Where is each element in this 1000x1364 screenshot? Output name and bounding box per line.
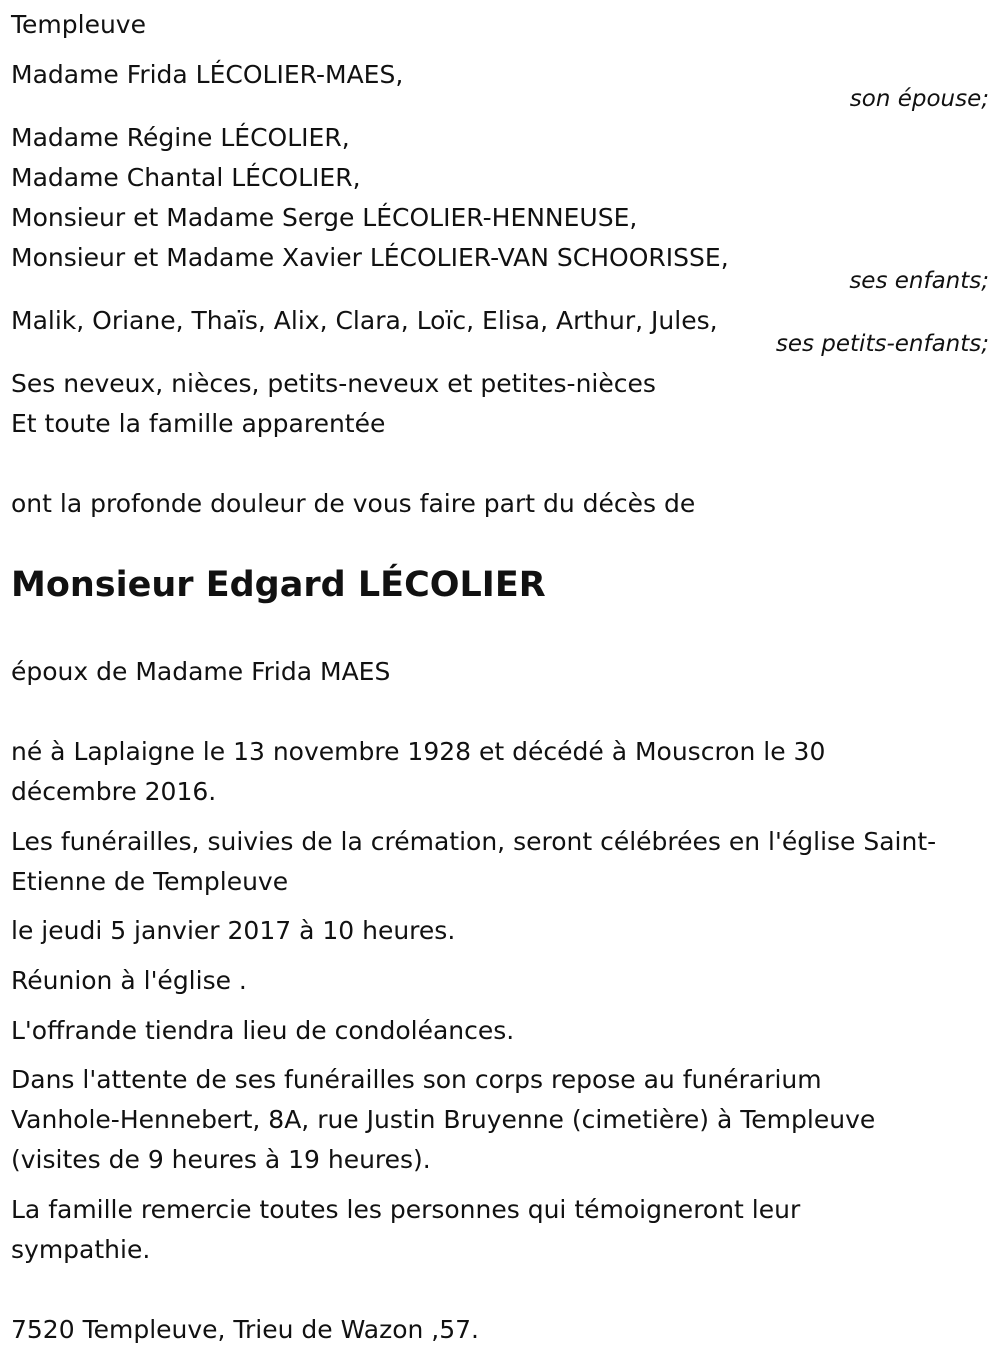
- grandchildren-names: Malik, Oriane, Thaïs, Alix, Clara, Loïc, Elisa, Arthur, Jules,: [11, 306, 718, 335]
- address: 7520 Templeuve, Trieu de Wazon ,57.: [11, 1315, 479, 1344]
- rest-line-2: Vanhole-Hennebert, 8A, rue Justin Bruyenne (cimetière) à Templeuve: [11, 1105, 876, 1134]
- funeral-date: le jeudi 5 janvier 2017 à 10 heures.: [11, 916, 456, 945]
- child-name-2: Madame Chantal LÉCOLIER,: [11, 163, 361, 192]
- children-role: ses enfants;: [849, 268, 989, 294]
- thanks-line-1: La famille remercie toutes les personnes qui témoigneront leur: [11, 1195, 801, 1224]
- other-relatives-2: Et toute la famille apparentée: [11, 409, 386, 438]
- spouse-name: Madame Frida LÉCOLIER-MAES,: [11, 60, 404, 89]
- grandchildren-role: ses petits-enfants;: [775, 331, 989, 357]
- birth-death-line-1: né à Laplaigne le 13 novembre 1928 et décédé à Mouscron le 30: [11, 737, 826, 766]
- funeral-line-2: Etienne de Templeuve: [11, 867, 289, 896]
- meeting: Réunion à l'église .: [11, 966, 247, 995]
- child-name-3: Monsieur et Madame Serge LÉCOLIER-HENNEUSE,: [11, 203, 638, 232]
- child-name-1: Madame Régine LÉCOLIER,: [11, 123, 350, 152]
- spouse-role: son épouse;: [849, 86, 989, 112]
- offering: L'offrande tiendra lieu de condoléances.: [11, 1016, 515, 1045]
- rest-line-1: Dans l'attente de ses funérailles son corps repose au funérarium: [11, 1065, 822, 1094]
- announcement: ont la profonde douleur de vous faire part du décès de: [11, 489, 696, 518]
- place: Templeuve: [11, 10, 146, 39]
- deceased-name: Monsieur Edgard LÉCOLIER: [11, 565, 546, 605]
- birth-death-line-2: décembre 2016.: [11, 777, 217, 806]
- child-name-4: Monsieur et Madame Xavier LÉCOLIER-VAN SCHOORISSE,: [11, 243, 729, 272]
- spouse-of: époux de Madame Frida MAES: [11, 657, 391, 686]
- other-relatives-1: Ses neveux, nièces, petits-neveux et petites-nièces: [11, 369, 656, 398]
- funeral-line-1: Les funérailles, suivies de la crémation, seront célébrées en l'église Saint-: [11, 827, 937, 856]
- rest-line-3: (visites de 9 heures à 19 heures).: [11, 1145, 431, 1174]
- thanks-line-2: sympathie.: [11, 1235, 151, 1264]
